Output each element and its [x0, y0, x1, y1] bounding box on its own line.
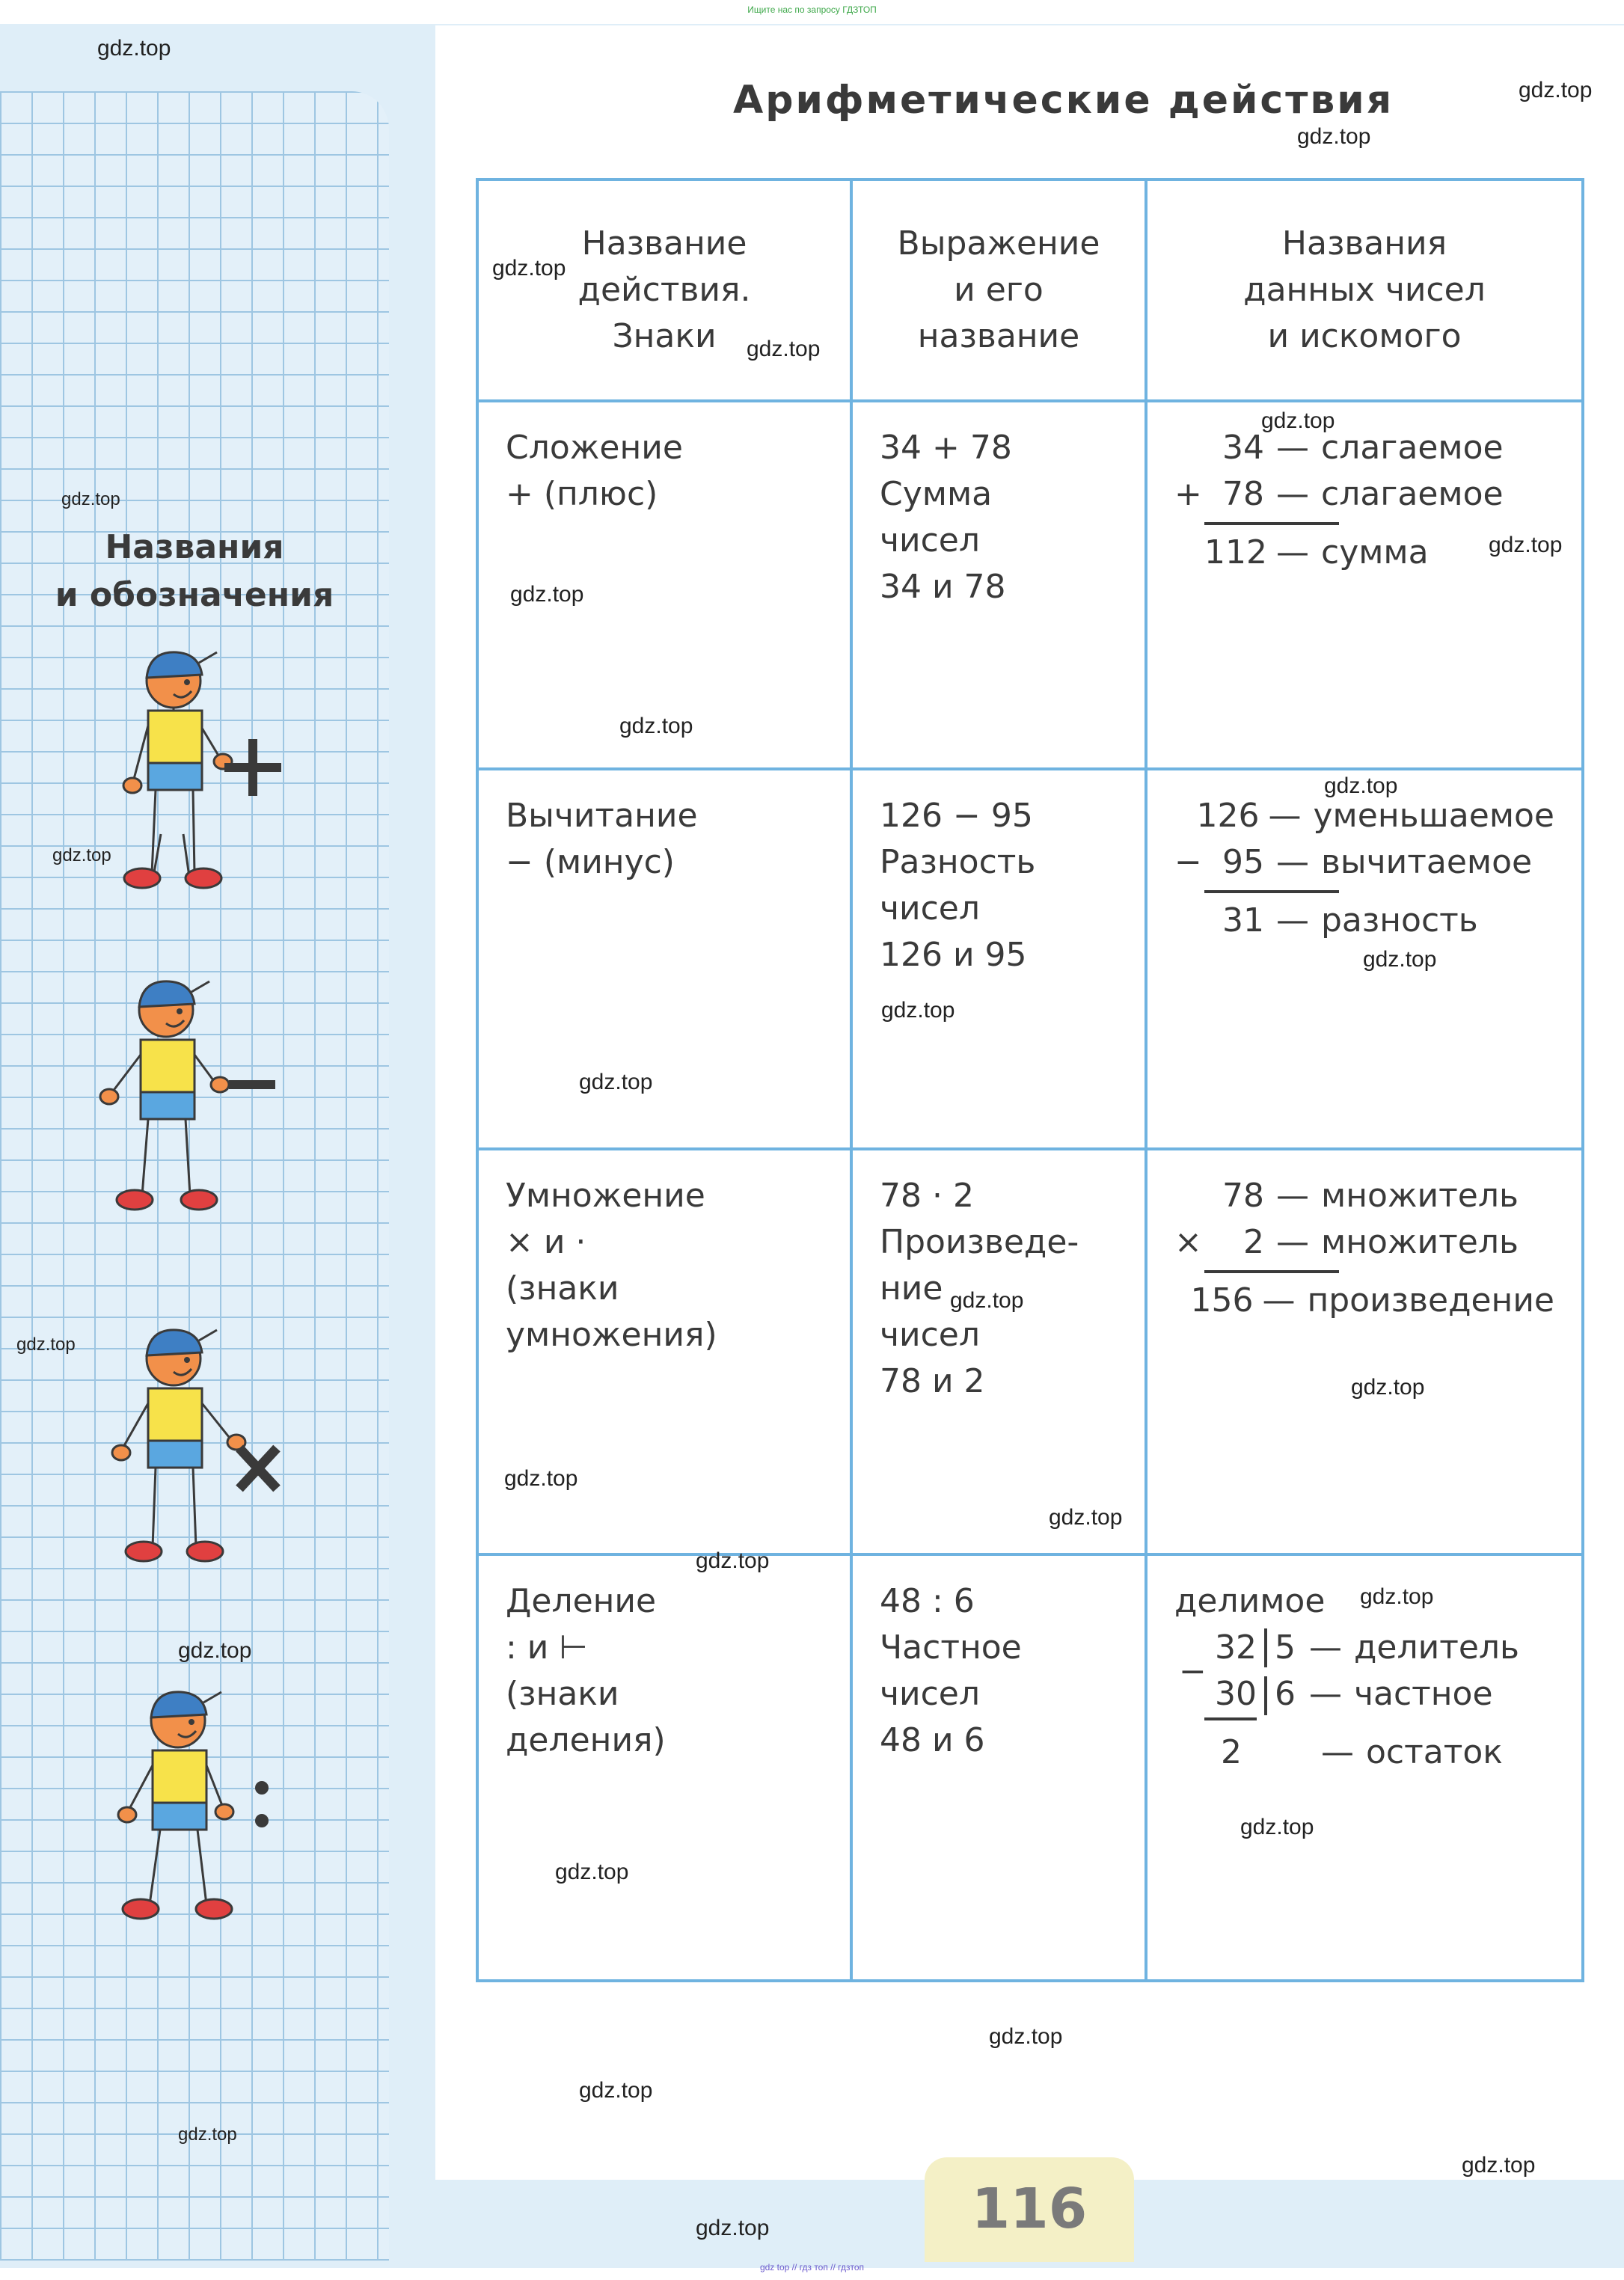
result-label: произведение	[1307, 1281, 1554, 1320]
expression-line: чисел	[880, 1675, 980, 1713]
number-names-cell	[1146, 1149, 1583, 1554]
boy-divide-figure	[94, 1676, 289, 1930]
operation-sign: + (плюс)	[506, 475, 658, 513]
operand-line	[1174, 793, 1554, 839]
header-number-names	[1146, 180, 1583, 401]
division-bar	[1264, 1676, 1267, 1715]
dash: —	[1309, 1675, 1342, 1713]
operation-sign: −	[1174, 843, 1202, 881]
operation-sign: × и ·	[506, 1223, 586, 1261]
dash: —	[1276, 1223, 1309, 1261]
watermark: gdz.top	[579, 1070, 653, 1094]
dividend-label: делимое	[1174, 1582, 1326, 1620]
page-title: Арифметические действия	[733, 78, 1394, 123]
left-panel-title	[30, 524, 359, 619]
header-operation-name	[477, 180, 851, 401]
watermark: gdz.top	[1462, 2153, 1536, 2178]
expression-line: ние	[880, 1269, 943, 1308]
division-row: − 30 6 — частное	[1174, 1671, 1554, 1720]
watermark: gdz.top	[696, 1548, 770, 1573]
dash: —	[1309, 1628, 1342, 1667]
expression-line: 48 и 6	[880, 1721, 985, 1759]
result-rule	[1204, 522, 1339, 525]
table-row-multiplication	[477, 1149, 1583, 1554]
result-line	[1174, 1278, 1554, 1324]
expression-line: Частное	[880, 1628, 1022, 1667]
operation-note: умножения)	[506, 1316, 717, 1354]
operation-note: деления)	[506, 1721, 666, 1759]
watermark: gdz.top	[97, 36, 171, 61]
dash: —	[1276, 1177, 1309, 1215]
watermark: gdz.top	[747, 337, 821, 361]
boy-plus-figure	[90, 636, 284, 890]
header-line: и искомого	[1267, 317, 1462, 355]
watermark: gdz.top	[178, 2124, 237, 2145]
expression-line: чисел	[880, 521, 980, 560]
division-bar	[1264, 1628, 1267, 1667]
page-number: 116	[971, 2177, 1088, 2241]
expression-cell	[851, 769, 1146, 1149]
result-number: 31	[1222, 901, 1264, 940]
watermark: gdz.top	[61, 489, 120, 509]
subtrahend-number: 30	[1204, 1671, 1257, 1720]
result-number: 112	[1204, 533, 1267, 571]
operation-name-cell	[477, 1554, 851, 1981]
result-label: сумма	[1321, 533, 1429, 571]
header-line: Названия	[1281, 224, 1447, 263]
left-panel-title-line1: Названия	[105, 528, 284, 566]
expression-line: 48 : 6	[880, 1582, 975, 1620]
number-names-cell	[1146, 401, 1583, 769]
result-rule	[1204, 890, 1339, 893]
watermark: gdz.top	[52, 845, 111, 865]
watermark: gdz.top	[1489, 533, 1563, 557]
bottom-note: gdz top // гдз топ // гдзтоп	[759, 2262, 865, 2273]
operand-line	[1174, 1173, 1554, 1219]
header-line: название	[917, 317, 1080, 355]
top-note: Ищите нас по запросу ГДЗТОП	[747, 4, 877, 15]
operation-name: Умножение	[506, 1177, 705, 1215]
watermark: gdz.top	[881, 998, 955, 1023]
expression-line: 78 · 2	[880, 1177, 974, 1215]
expression-line: 126 − 95	[880, 797, 1033, 835]
operand-label: множитель	[1321, 1177, 1519, 1215]
header-line: и его	[954, 271, 1044, 309]
watermark: gdz.top	[1519, 78, 1593, 102]
watermark: gdz.top	[492, 256, 566, 281]
watermark: gdz.top	[950, 1288, 1024, 1313]
table-header-row	[477, 180, 1583, 401]
watermark: gdz.top	[16, 1334, 76, 1355]
dash: —	[1276, 475, 1309, 513]
operand-label: слагаемое	[1321, 475, 1504, 513]
expression-line: Разность	[880, 843, 1036, 881]
expression-cell	[851, 401, 1146, 769]
dash: —	[1276, 429, 1309, 467]
expression-line: чисел	[880, 1316, 980, 1354]
operand-number: 34	[1222, 429, 1264, 467]
operation-sign: ×	[1174, 1223, 1202, 1261]
left-panel-title-line2: и обозначения	[55, 576, 334, 614]
operand-label: уменьшаемое	[1313, 797, 1554, 835]
quotient-number: 6	[1275, 1675, 1296, 1713]
division-row	[1174, 1729, 1554, 1776]
header-line: Знаки	[612, 317, 717, 355]
operation-note: (знаки	[506, 1269, 619, 1308]
watermark: gdz.top	[555, 1860, 629, 1884]
watermark: gdz.top	[579, 2078, 653, 2103]
watermark: gdz.top	[1240, 1815, 1314, 1839]
watermark: gdz.top	[1261, 408, 1335, 433]
watermark: gdz.top	[989, 2024, 1063, 2049]
remainder-number: 2	[1221, 1733, 1242, 1771]
header-expression	[851, 180, 1146, 401]
remainder-label: остаток	[1366, 1733, 1503, 1771]
watermark: gdz.top	[504, 1466, 578, 1491]
operand-number: 95	[1222, 843, 1264, 881]
operand-number: 78	[1222, 475, 1264, 513]
operand-label: вычитаемое	[1321, 843, 1533, 881]
divisor-label: делитель	[1354, 1628, 1519, 1667]
header-line: Выражение	[897, 224, 1100, 263]
watermark: gdz.top	[619, 714, 693, 738]
expression-line: чисел	[880, 889, 980, 928]
operand-number: 78	[1222, 1177, 1264, 1215]
operation-sign: − (минус)	[506, 843, 675, 881]
operation-sign: : и ⊢	[506, 1628, 588, 1667]
header-line: данных чисел	[1243, 271, 1486, 309]
watermark: gdz.top	[1363, 947, 1437, 972]
result-rule	[1204, 1270, 1339, 1273]
boy-minus-figure	[82, 965, 277, 1219]
operand-line	[1174, 839, 1554, 886]
expression-cell	[851, 1149, 1146, 1554]
operand-line	[1174, 1219, 1554, 1266]
dash: —	[1262, 1281, 1296, 1320]
expression-line: 34 и 78	[880, 568, 1006, 606]
watermark: gdz.top	[1049, 1505, 1123, 1530]
watermark: gdz.top	[1360, 1584, 1434, 1609]
dash: —	[1321, 1733, 1354, 1771]
operand-number: 126	[1196, 797, 1260, 835]
operation-note: (знаки	[506, 1675, 619, 1713]
operation-name-cell	[477, 1149, 851, 1554]
dash: —	[1276, 533, 1309, 571]
operand-line	[1174, 471, 1554, 518]
operation-name: Вычитание	[506, 797, 698, 835]
watermark: gdz.top	[1297, 124, 1371, 149]
dividend-number: 32	[1215, 1628, 1257, 1667]
expression-line: 126 и 95	[880, 936, 1027, 974]
number-names-cell	[1146, 1554, 1583, 1981]
expression-line: Сумма	[880, 475, 993, 513]
table-row-division	[477, 1554, 1583, 1981]
operand-label: множитель	[1321, 1223, 1519, 1261]
divisor-number: 5	[1275, 1628, 1296, 1667]
dash: —	[1276, 843, 1309, 881]
expression-line: Произведе-	[880, 1223, 1079, 1261]
expression-line: 78 и 2	[880, 1362, 985, 1400]
watermark: gdz.top	[696, 2216, 770, 2240]
operation-name: Деление	[506, 1582, 657, 1620]
header-line: действия.	[577, 271, 751, 309]
operation-name-cell	[477, 769, 851, 1149]
watermark: gdz.top	[1324, 773, 1398, 798]
expression-line: 34 + 78	[880, 429, 1012, 467]
expression-cell	[851, 1554, 1146, 1981]
result-number: 156	[1190, 1281, 1254, 1320]
result-line	[1174, 898, 1554, 944]
boy-multiply-figure	[90, 1314, 284, 1568]
watermark: gdz.top	[510, 582, 584, 607]
result-label: разность	[1321, 901, 1478, 940]
dash: —	[1268, 797, 1302, 835]
watermark: gdz.top	[1351, 1375, 1425, 1400]
operation-name: Сложение	[506, 429, 683, 467]
operand-line	[1174, 425, 1554, 471]
dash: —	[1276, 901, 1309, 940]
quotient-label: частное	[1354, 1675, 1493, 1713]
division-row	[1174, 1625, 1554, 1671]
operand-label: слагаемое	[1321, 429, 1504, 467]
operand-number: 2	[1243, 1223, 1264, 1261]
header-line: Название	[581, 224, 747, 263]
operation-sign: +	[1174, 475, 1202, 513]
watermark: gdz.top	[178, 1638, 252, 1663]
